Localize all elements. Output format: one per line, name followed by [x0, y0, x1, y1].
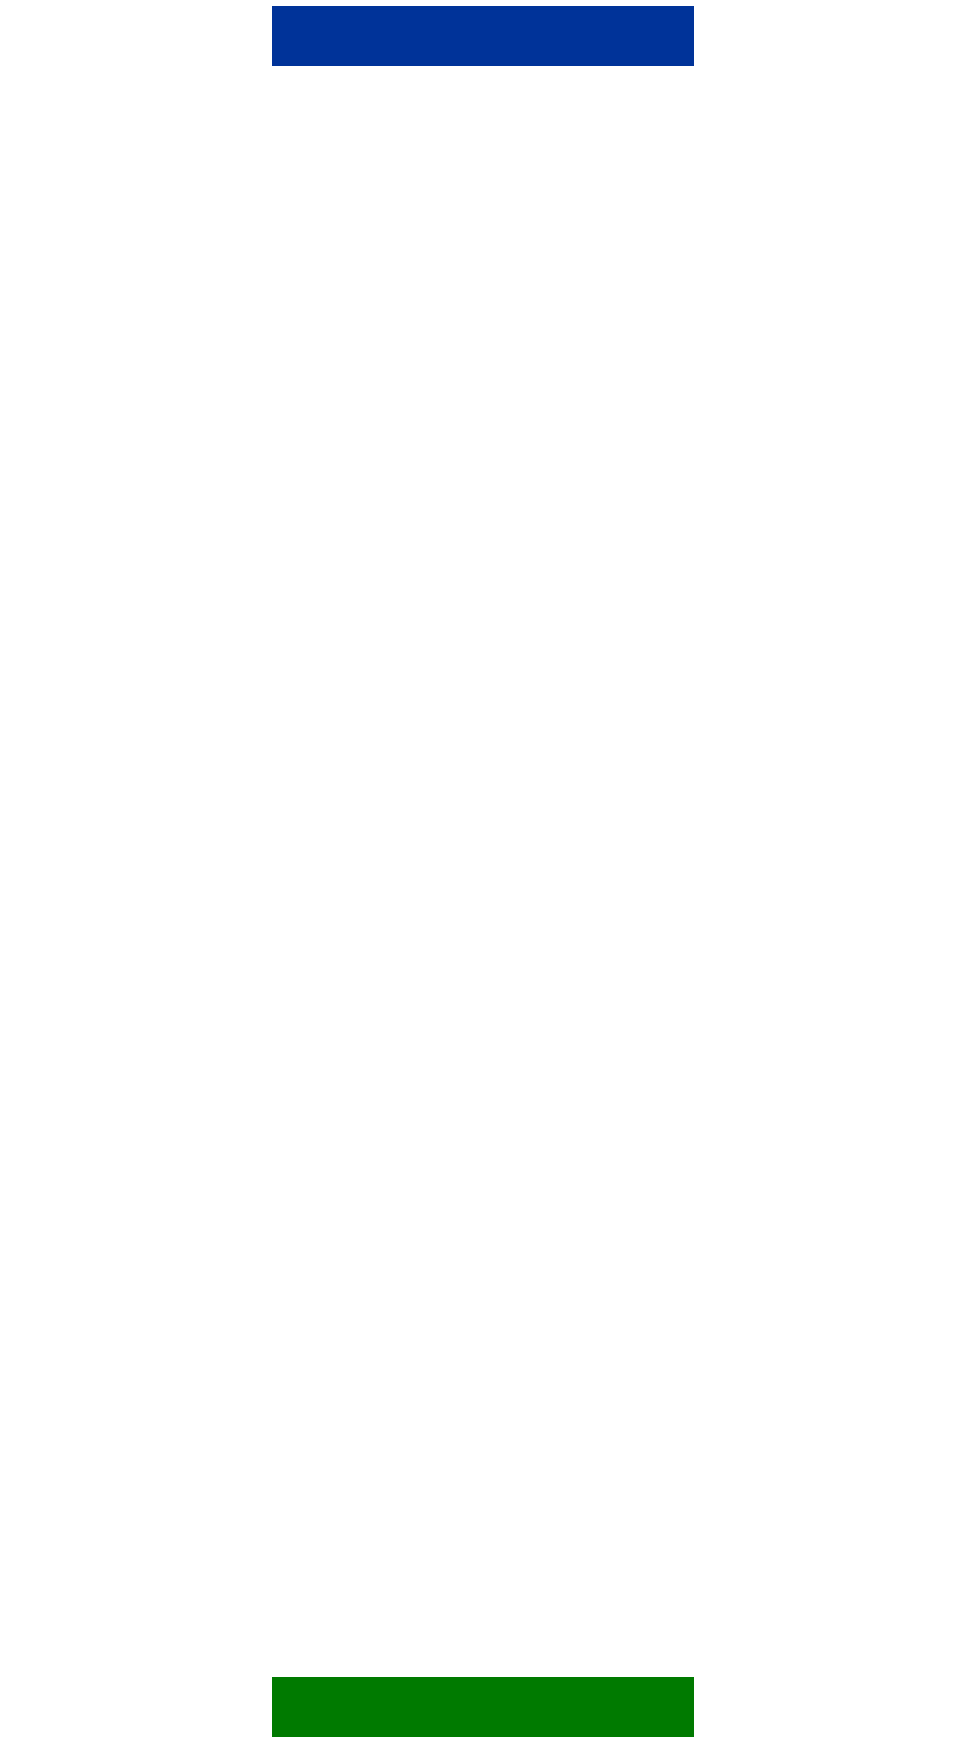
- document-body: [0, 216, 960, 287]
- footer-bar: [272, 1677, 694, 1737]
- header-bar: [272, 6, 694, 66]
